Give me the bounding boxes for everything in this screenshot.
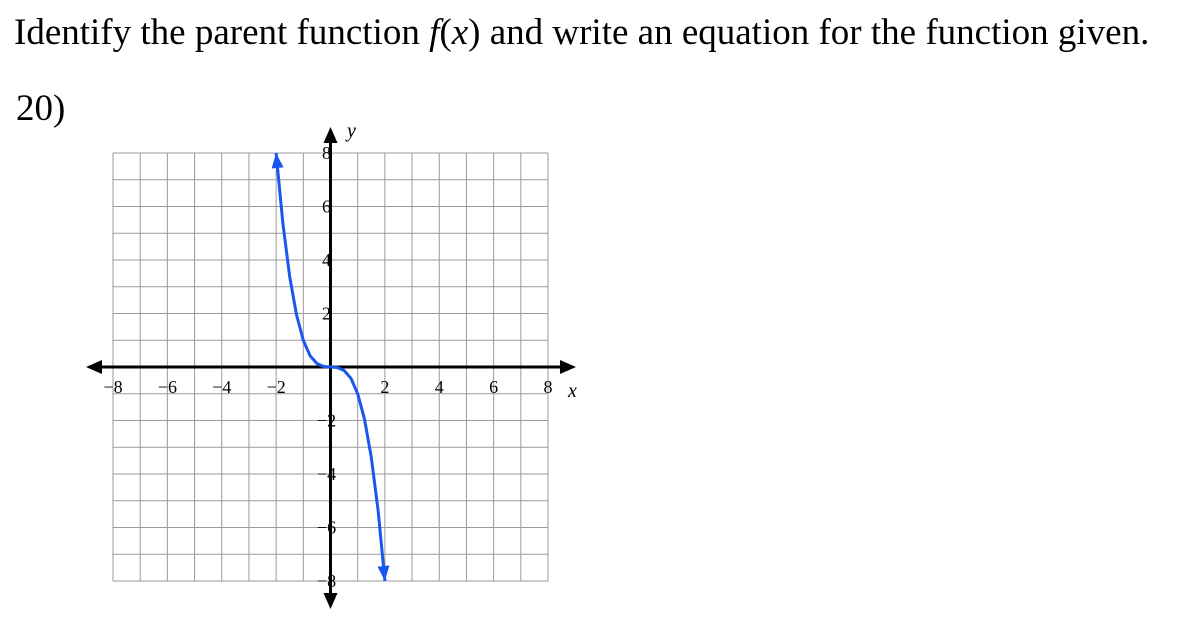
y-axis-down-arrow-icon bbox=[324, 593, 338, 609]
open-paren: ( bbox=[439, 12, 452, 53]
y-axis-up-arrow-icon bbox=[324, 127, 338, 143]
x-tick-label: −8 bbox=[103, 377, 123, 397]
y-axis-label: y bbox=[347, 120, 356, 142]
x-axis-right-arrow-icon bbox=[560, 360, 576, 374]
x-tick-label: 6 bbox=[489, 377, 499, 397]
y-tick-label: 4 bbox=[322, 250, 331, 270]
x-tick-label: 4 bbox=[434, 377, 444, 397]
instruction-lead: Identify the parent function bbox=[14, 12, 430, 53]
x-tick-label: 8 bbox=[543, 377, 553, 397]
function-variable: x bbox=[451, 12, 469, 53]
y-tick-label: 8 bbox=[322, 143, 331, 163]
y-tick-label: 6 bbox=[322, 196, 331, 217]
question-number: 20) bbox=[16, 88, 66, 129]
x-axis-label: x bbox=[568, 380, 577, 402]
close-paren: ) bbox=[468, 12, 481, 53]
y-tick-label: −6 bbox=[316, 517, 337, 538]
x-tick-label: −4 bbox=[212, 377, 232, 397]
x-axis-left-arrow-icon bbox=[86, 360, 102, 374]
x-tick-label: 2 bbox=[380, 377, 390, 397]
y-tick-label: 2 bbox=[322, 303, 331, 324]
function-name: f bbox=[429, 12, 440, 53]
y-tick-label: −8 bbox=[316, 571, 337, 591]
instruction-tail: and write an equation for the function given. bbox=[480, 12, 1150, 53]
x-tick-label: −6 bbox=[157, 377, 177, 397]
x-tick-label: −2 bbox=[266, 377, 286, 397]
y-tick-label: −4 bbox=[316, 464, 337, 484]
y-tick-label: −2 bbox=[316, 410, 337, 431]
